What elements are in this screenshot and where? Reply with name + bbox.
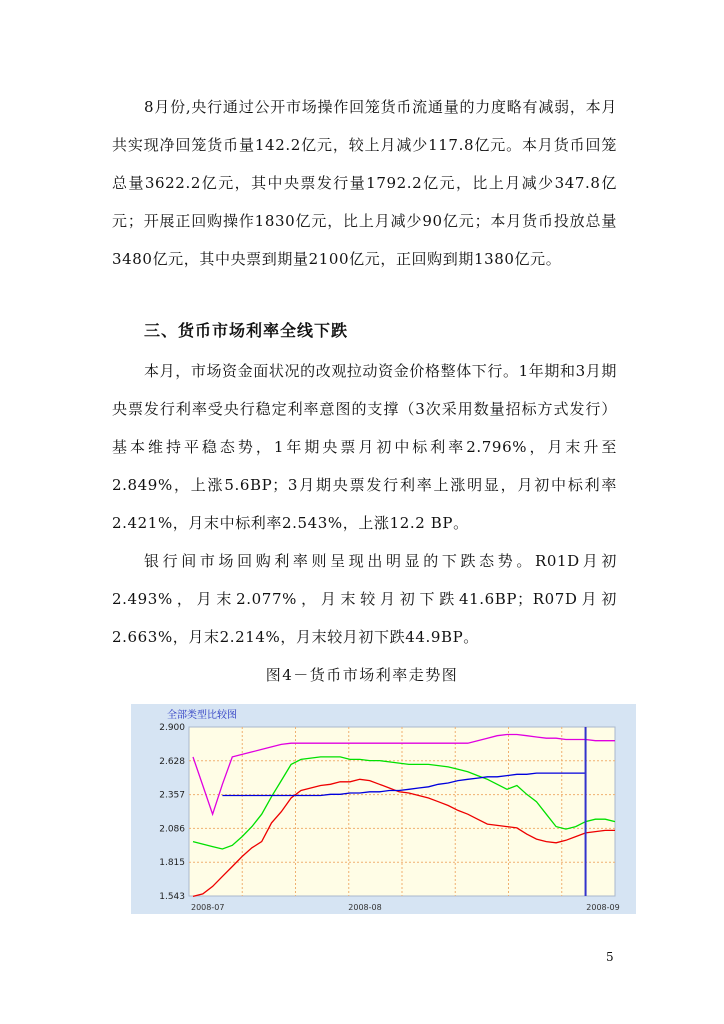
figure-caption: 图4－货币市场利率走势图 xyxy=(265,666,459,684)
y-tick-label: 2.086 xyxy=(159,824,185,835)
chart-title: 全部类型比较图 xyxy=(167,710,237,721)
paragraph-1: 8月份,央行通过公开市场操作回笼货币流通量的力度略有减弱，本月共实现净回笼货币量142.2亿元，较上月减少117.8亿元。本月货币回笼总量3622.2亿元，其中央票发行量1792.2亿元，比上月减少347.8亿元；开展正回购操作1830亿元，比上月减少90亿元；本月货币投放总量3480亿元，其中央票到期量2100亿元，正回购到期1380亿元。 xyxy=(112,98,617,268)
y-tick-label: 2.357 xyxy=(159,790,185,801)
paragraph-3: 银行间市场回购利率则呈现出明显的下跌态势。R01D月初2.493%，月末2.077%，月末较月初下跌41.6BP；R07D月初2.663%，月末2.214%，月末较月初下跌44.9BP。 xyxy=(112,552,617,646)
paragraph-2: 本月，市场资金面状况的改观拉动资金价格整体下行。1年期和3月期央票发行利率受央行稳定利率意图的支撑（3次采用数量招标方式发行）基本维持平稳态势，1年期央票月初中标利率2.796%，月末升至2.849%，上涨5.6BP；3月期央票发行利率上涨明显，月初中标利率2.421%，月末中标利率2.543%，上涨12.2 BP。 xyxy=(112,362,617,532)
y-tick-label: 2.900 xyxy=(159,723,185,733)
y-tick-label: 2.628 xyxy=(159,756,185,767)
rate-trend-chart xyxy=(131,704,636,914)
y-tick-label: 1.815 xyxy=(159,858,185,869)
section-heading: 三、货币市场利率全线下跌 xyxy=(144,321,349,340)
page-number: 5 xyxy=(606,950,614,964)
x-tick-label: 2008-09 xyxy=(586,903,620,912)
chart-svg xyxy=(131,704,636,914)
y-tick-label: 1.543 xyxy=(159,892,185,902)
x-tick-label: 2008-07 xyxy=(191,903,225,912)
x-tick-label: 2008-08 xyxy=(348,903,382,912)
